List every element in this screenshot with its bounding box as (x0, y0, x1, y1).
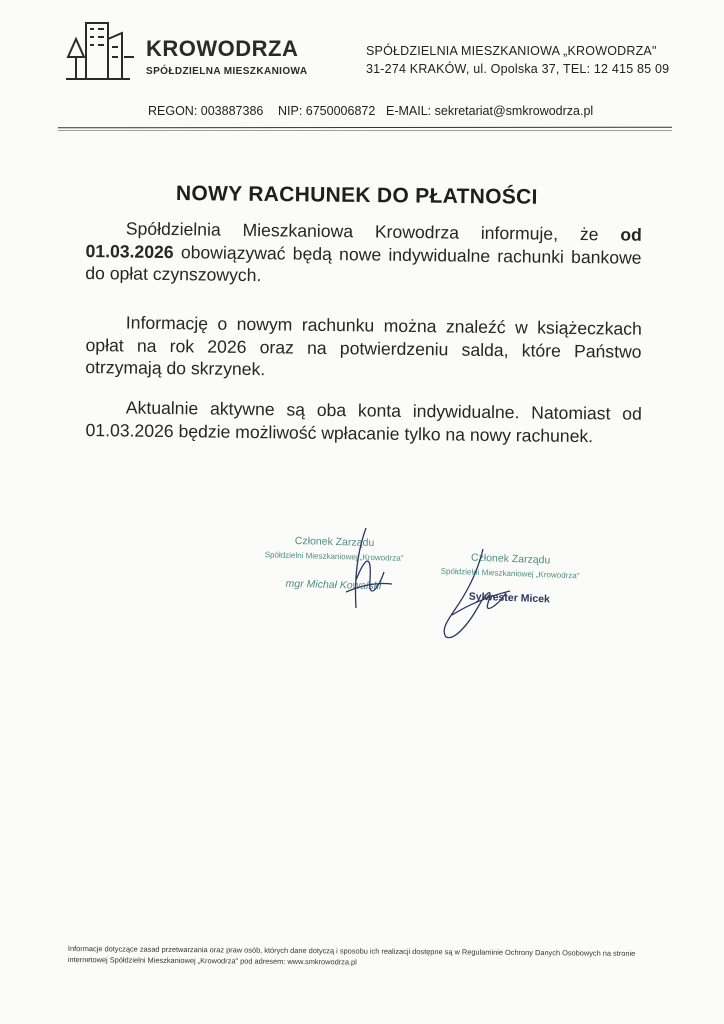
brand-subtitle: SPÓŁDZIELNA MIESZKANIOWA (146, 66, 308, 77)
header-divider-secondary (58, 130, 672, 131)
stamp-2-role: Członek Zarządu (470, 551, 551, 567)
document-title: NOWY RACHUNEK DO PŁATNOŚCI (175, 182, 538, 209)
stamp-2-name: Sylwester Micek (468, 590, 551, 606)
stamp-1-role: Członek Zarządu (294, 534, 375, 550)
address-line: 31-274 KRAKÓW, ul. Opolska 37, TEL: 12 415 85 09 (366, 62, 670, 76)
email-address: E-MAIL: sekretariat@smkrowodrza.pl (386, 104, 594, 118)
paragraph-1-continuation: obowiązywać będą nowe indywidualne rachunki bankowe do opłat czynszowych. (85, 241, 642, 286)
regon-number: REGON: 003887386 (148, 104, 264, 118)
paragraph-2 (85, 311, 642, 385)
stamp-1-name: mgr Michał Kowalski (285, 577, 382, 593)
nip-number: NIP: 6750006872 (278, 104, 376, 118)
paragraph-1 (85, 217, 642, 291)
stamp-1-org: Spółdzielni Mieszkaniowej „Krowodrza" (264, 550, 404, 563)
stamp-2-org: Spółdzielni Mieszkaniowej „Krowodrza" (440, 566, 580, 581)
gdpr-footer-note: Informacje dotyczące zasad przetwarzania oraz praw osób, których dane dotyczą i sposobu ich realizacji dostępne są w Regulaminie Ochrony Danych Osobowych na stronie internetowej Spółdzielni Mieszkaniowej „Krowodrza" pod adresem: www.smkrowodrza.pl (67, 943, 636, 967)
handwritten-signature-1 (326, 520, 406, 620)
paragraph-3-text: Aktualnie aktywne są oba konta indywidualne. Natomiast od 01.03.2026 będzie możliwość wpłacanie tylko na nowy rachunek. (85, 397, 642, 446)
krowodrza-logo-icon (64, 17, 144, 83)
header-divider (58, 127, 672, 129)
paragraph-3 (85, 396, 642, 448)
effective-date: od 01.03.2026 (85, 224, 642, 262)
handwritten-signature-2 (428, 545, 528, 645)
paragraph-1-text: Spółdzielnia Mieszkaniowa Krowodrza informuje, że (125, 218, 599, 245)
org-name-line: SPÓŁDZIELNIA MIESZKANIOWA „KROWODRZA" (366, 44, 657, 58)
paragraph-2-text: Informację o nowym rachunku można znaleźć w książeczkach opłat na rok 2026 oraz na potwierdzeniu salda, które Państwo otrzymają do skrzynek. (85, 312, 642, 380)
brand-name: KROWODRZA (146, 36, 299, 61)
